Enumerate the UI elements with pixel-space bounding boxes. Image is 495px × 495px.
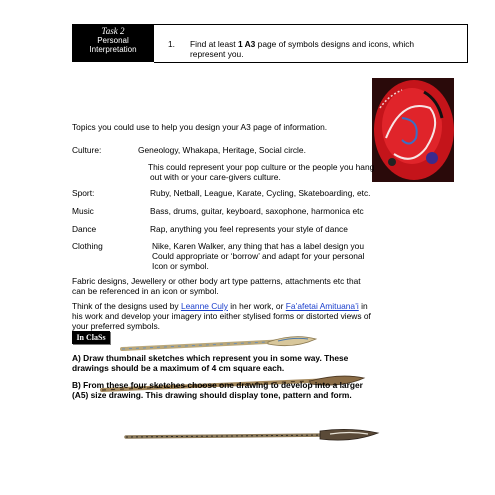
think-line-2: his work and develop your imagery into either stylised forms or distorted views of: [72, 311, 371, 321]
header-top-border: [154, 24, 468, 25]
topic-label-music: Music: [72, 206, 94, 216]
topic-dance-line: Rap, anything you feel represents your style of dance: [150, 224, 348, 234]
topic-label-culture: Culture:: [72, 145, 102, 155]
topic-culture-line: Geneology, Whakapa, Heritage, Social circle.: [138, 145, 306, 155]
task-b-line-2: (A5) size drawing. This drawing should display tone, pattern and form.: [72, 390, 352, 400]
topic-label-clothing: Clothing: [72, 241, 103, 251]
header-bottom-border: [154, 62, 468, 63]
leanne-culy-link[interactable]: Leanne Culy: [180, 301, 228, 311]
topic-clothing-line-3: Icon or symbol.: [152, 261, 209, 271]
in-class-badge: In ClaSs: [72, 331, 110, 344]
red-artwork-image: [372, 78, 454, 182]
decorated-paddle-image-3: [120, 425, 390, 447]
fabric-line-2: can be referenced in an icon or symbol.: [72, 286, 219, 296]
task-a-line-1: A) Draw thumbnail sketches which represent you in some way. These: [72, 353, 349, 363]
instruction-number: 1.: [168, 39, 175, 49]
task-subtitle-2: Interpretation: [89, 45, 137, 54]
faafetai-amituanai-link[interactable]: Fa’afetai Amituana’i: [285, 301, 359, 311]
topic-sport-line: Ruby, Netball, League, Karate, Cycling, Skateboarding, etc.: [150, 188, 371, 198]
header-right-border: [467, 24, 468, 63]
think-line-3: your preferred symbols.: [72, 321, 160, 331]
topic-label-dance: Dance: [72, 224, 97, 234]
topic-culture-note-1: This could represent your pop culture or the people you hang: [148, 162, 375, 172]
instruction-line-1: Find at least 1 A3 page of symbols designs and icons, which: [190, 39, 415, 49]
decorated-paddle-image-1: [118, 330, 318, 352]
topic-clothing-line-2: Could appropriate or ‘borrow’ and adapt for your personal: [152, 251, 365, 261]
topic-music-line: Bass, drums, guitar, keyboard, saxophone, harmonica etc: [150, 206, 364, 216]
fabric-line-1: Fabric designs, Jewellery or other body art type patterns, attachments etc that: [72, 276, 361, 286]
task-title: Task 2: [101, 26, 125, 36]
task-subtitle-1: Personal: [97, 36, 129, 45]
intro-text: Topics you could use to help you design your A3 page of information.: [72, 122, 328, 132]
task-b-line-1: B) From these four sketches choose one drawing to develop into a larger: [72, 380, 363, 390]
topic-culture-note-2: out with or your care-givers culture.: [150, 172, 281, 182]
instruction-line-2: represent you.: [190, 49, 244, 59]
task-header-box: [72, 24, 154, 62]
topic-clothing-line-1: Nike, Karen Walker, any thing that has a label design you: [152, 241, 364, 251]
topic-label-sport: Sport:: [72, 188, 95, 198]
think-line-1: Think of the designs used by Leanne Culy in her work, or Fa’afetai Amituana’i in: [72, 301, 368, 311]
task-a-line-2: drawings should be a maximum of 4 cm square each.: [72, 363, 285, 373]
